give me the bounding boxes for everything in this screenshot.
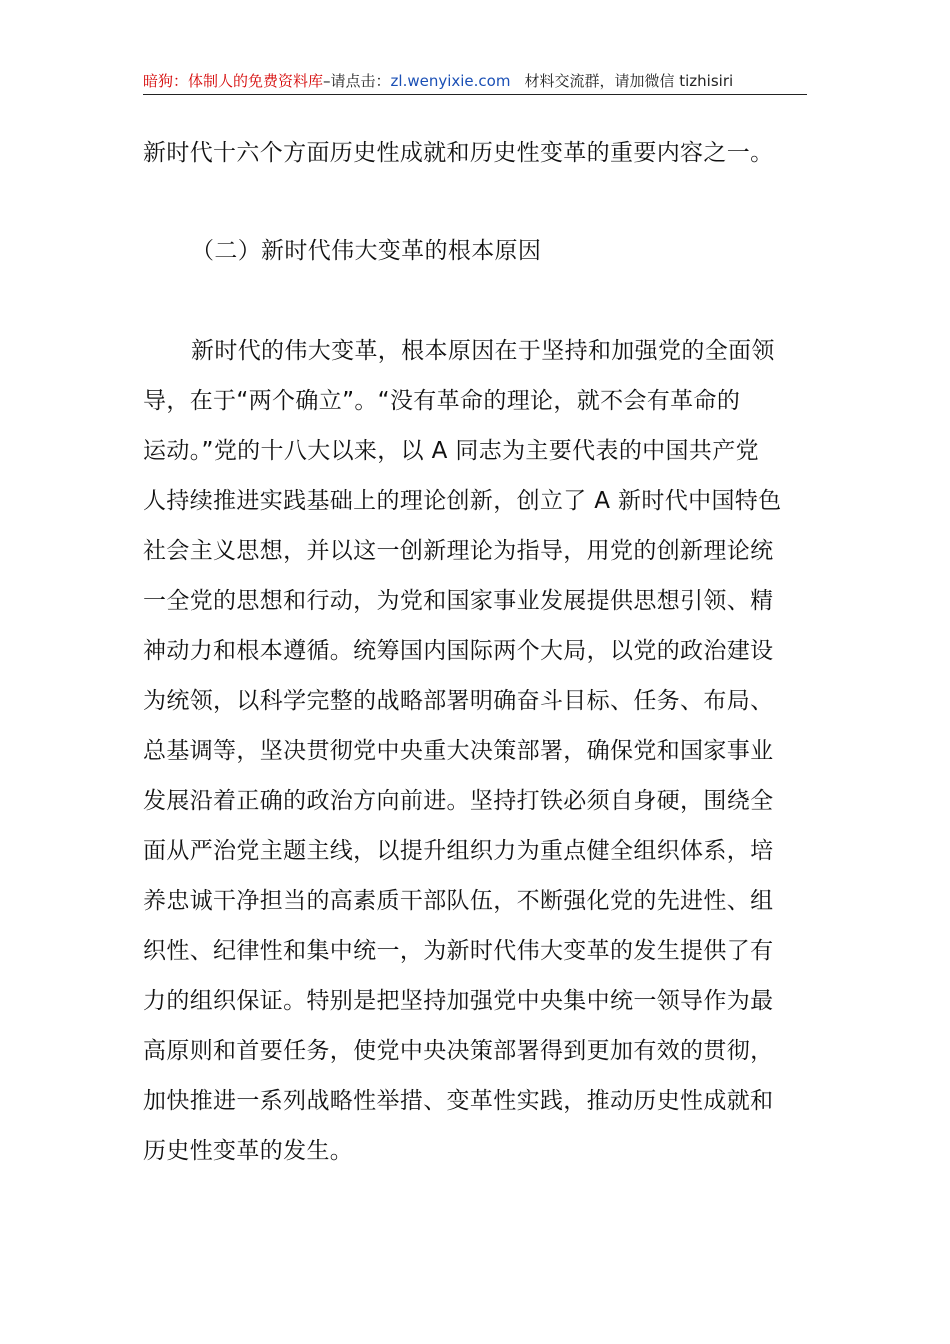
paragraph-line: 为统领，以科学完整的战略部署明确奋斗目标、任务、布局、 bbox=[143, 688, 774, 714]
section-heading: （二）新时代伟大变革的根本原因 bbox=[191, 238, 542, 264]
paragraph-line: 神动力和根本遵循。统筹国内国际两个大局，以党的政治建设 bbox=[143, 638, 774, 664]
paragraph-line: 总基调等，坚决贯彻党中央重大决策部署，确保党和国家事业 bbox=[143, 738, 774, 764]
page-header bbox=[143, 70, 807, 95]
paragraph-line: 发展沿着正确的政治方向前进。坚持打铁必须自身硬，围绕全 bbox=[143, 788, 774, 814]
header-brand: 暗狗：体制人的免费资料库 bbox=[143, 72, 324, 90]
paragraph-line: 社会主义思想，并以这一创新理论为指导，用党的创新理论统 bbox=[143, 538, 774, 564]
paragraph-line: 人持续推进实践基础上的理论创新，创立了 A 新时代中国特色 bbox=[143, 488, 782, 514]
paragraph-line: 面从严治党主题主线，以提升组织力为重点健全组织体系，培 bbox=[143, 838, 774, 864]
paragraph-line: 力的组织保证。特别是把坚持加强党中央集中统一领导作为最 bbox=[143, 988, 774, 1014]
paragraph-line: 织性、纪律性和集中统一，为新时代伟大变革的发生提供了有 bbox=[143, 938, 774, 964]
paragraph-line: 养忠诚干净担当的高素质干部队伍，不断强化党的先进性、组 bbox=[143, 888, 774, 914]
header-group-note: 材料交流群，请加微信 tizhisiri bbox=[524, 72, 734, 90]
paragraph-line: 历史性变革的发生。 bbox=[143, 1138, 354, 1164]
paragraph-line: 加快推进一系列战略性举措、变革性实践，推动历史性成就和 bbox=[143, 1088, 774, 1114]
paragraph-line: 一全党的思想和行动，为党和国家事业发展提供思想引领、精 bbox=[143, 588, 774, 614]
intro-line: 新时代十六个方面历史性成就和历史性变革的重要内容之一。 bbox=[143, 140, 774, 166]
header-prompt: –请点击： bbox=[323, 72, 391, 90]
header-url-link[interactable]: zl.wenyixie.com bbox=[390, 72, 511, 90]
paragraph-line: 导，在于“两个确立”。“没有革命的理论，就不会有革命的 bbox=[143, 388, 741, 414]
paragraph-line: 高原则和首要任务，使党中央决策部署得到更加有效的贯彻， bbox=[143, 1038, 774, 1064]
paragraph-line: 新时代的伟大变革，根本原因在于坚持和加强党的全面领 bbox=[191, 338, 775, 364]
paragraph-line: 运动。”党的十八大以来，以 A 同志为主要代表的中国共产党 bbox=[143, 438, 759, 464]
